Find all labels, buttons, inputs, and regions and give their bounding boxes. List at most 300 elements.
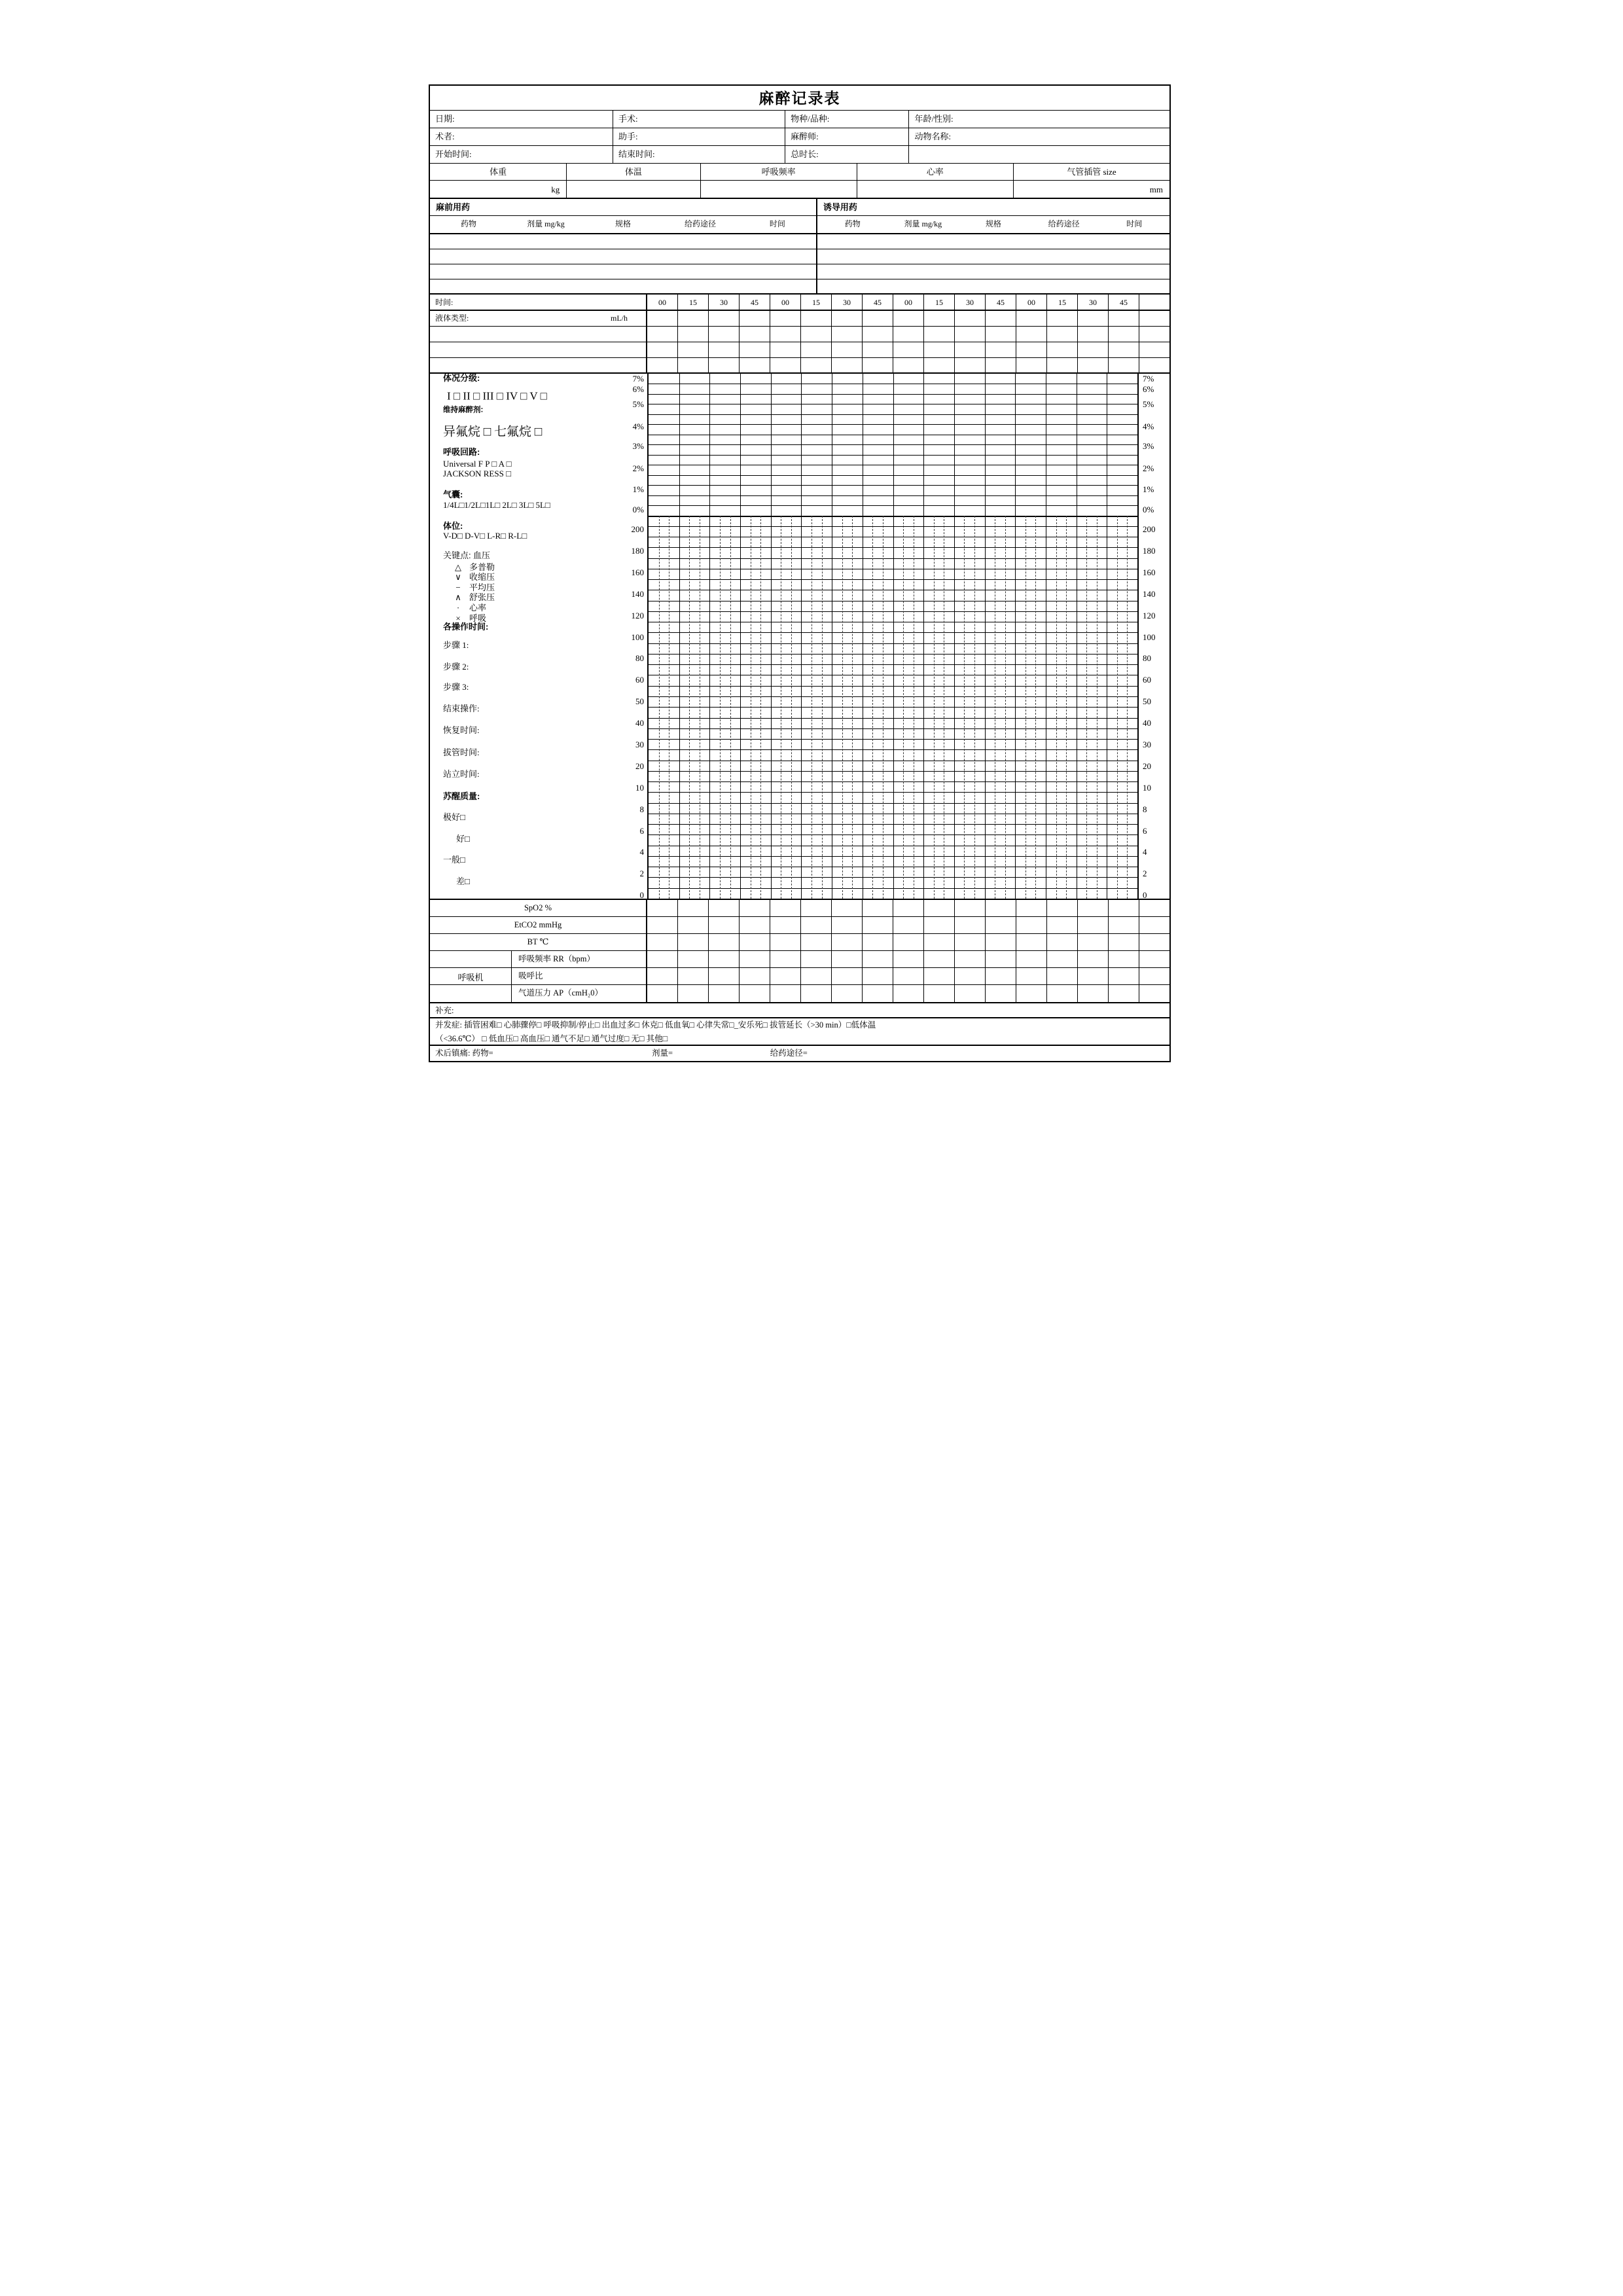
ventilator-group-label: 呼吸机 xyxy=(430,951,512,1002)
monitor-cell[interactable] xyxy=(1108,968,1139,984)
left-axis-pct-label: 1% xyxy=(632,484,644,495)
sidebar-item[interactable]: JACKSON RESS □ xyxy=(443,469,511,479)
sidebar-item: 体位: xyxy=(443,520,463,531)
monitor-cell[interactable] xyxy=(1016,951,1046,967)
sidebar-item: 维持麻醉剂: xyxy=(443,406,484,414)
chart-plot-grid[interactable] xyxy=(647,374,1139,899)
monitor-cell[interactable] xyxy=(800,968,831,984)
legend-symbol: · xyxy=(456,602,460,613)
right-axis-pct-label: 0% xyxy=(1143,504,1154,514)
entry-cell[interactable] xyxy=(831,342,862,357)
entry-cell[interactable] xyxy=(1108,327,1139,342)
monitor-cell[interactable] xyxy=(1139,968,1169,984)
entry-row-label-cell[interactable] xyxy=(430,327,647,342)
monitor-cell[interactable] xyxy=(893,900,923,916)
entry-cell[interactable] xyxy=(893,327,923,342)
monitor-cell[interactable] xyxy=(708,951,739,967)
monitor-row xyxy=(430,985,1169,1002)
info-field-1-0[interactable]: 术者: xyxy=(430,128,613,145)
monitor-cell[interactable] xyxy=(1108,900,1139,916)
entry-cell[interactable] xyxy=(1108,342,1139,357)
monitor-cell[interactable] xyxy=(893,968,923,984)
vitals-value-cell[interactable] xyxy=(567,181,700,198)
monitor-cell[interactable] xyxy=(1139,951,1169,967)
monitor-cell[interactable] xyxy=(985,985,1016,1002)
monitor-cell[interactable] xyxy=(862,951,893,967)
supplement-row[interactable] xyxy=(430,1003,1169,1018)
sidebar-item: 气囊: xyxy=(443,490,463,500)
chart-minor-dashed-line xyxy=(1056,516,1057,899)
entry-cell[interactable] xyxy=(739,358,770,372)
medication-titles xyxy=(430,199,1169,216)
chart-minor-dashed-line xyxy=(659,516,660,899)
monitor-cell[interactable] xyxy=(1016,934,1046,950)
sidebar-item[interactable]: 1/4L□1/2L□1L□ 2L□ 3L□ 5L□ xyxy=(443,499,550,510)
entry-cell[interactable] xyxy=(677,327,708,342)
entry-cell[interactable] xyxy=(1016,342,1046,357)
fluid-cell[interactable] xyxy=(862,311,893,326)
monitor-cell[interactable] xyxy=(1046,968,1077,984)
monitor-cell[interactable] xyxy=(1016,917,1046,933)
monitor-cell[interactable] xyxy=(647,951,677,967)
monitor-cell[interactable] xyxy=(985,951,1016,967)
entry-cell[interactable] xyxy=(923,327,954,342)
left-axis-pct-label: 3% xyxy=(632,441,644,452)
monitor-cell[interactable] xyxy=(708,900,739,916)
sidebar-item: 拔管时间: xyxy=(443,747,480,757)
right-axis-main-label: 180 xyxy=(1143,546,1156,556)
fluid-cell[interactable] xyxy=(1139,311,1169,326)
chart-minor-dashed-line xyxy=(1035,516,1036,899)
monitor-cell[interactable] xyxy=(677,985,708,1002)
fluid-label-cell xyxy=(430,311,647,326)
monitor-cell[interactable] xyxy=(923,917,954,933)
entry-cell[interactable] xyxy=(1077,327,1108,342)
vitals-value-cell[interactable]: mm xyxy=(1149,185,1164,194)
right-axis-main-label: 40 xyxy=(1143,718,1151,728)
monitor-cell[interactable] xyxy=(1046,951,1077,967)
entry-row-label-cell[interactable] xyxy=(430,342,647,357)
monitor-cell[interactable] xyxy=(1016,968,1046,984)
sidebar-item[interactable]: I □ II □ III □ IV □ V □ xyxy=(447,389,547,403)
monitor-cell[interactable] xyxy=(800,985,831,1002)
time-tick-cell: 15 xyxy=(800,295,831,310)
monitor-cell[interactable] xyxy=(831,951,862,967)
entry-cell[interactable] xyxy=(923,358,954,372)
entry-cell[interactable] xyxy=(862,342,893,357)
time-tick-cell: 15 xyxy=(677,295,708,310)
entry-cell[interactable] xyxy=(862,327,893,342)
med-entry-cell-right[interactable] xyxy=(817,279,1169,293)
monitor-cell[interactable] xyxy=(1139,934,1169,950)
medication-entry-rows xyxy=(430,234,1169,295)
entry-cell[interactable] xyxy=(739,342,770,357)
monitor-cell[interactable] xyxy=(800,934,831,950)
monitor-cell[interactable] xyxy=(862,917,893,933)
info-field-1-1[interactable]: 助手: xyxy=(613,128,785,145)
postop-dose-label: 剂量= xyxy=(652,1049,673,1058)
med-entry-row xyxy=(430,279,1169,295)
monitor-cell[interactable] xyxy=(647,917,677,933)
fluid-cell[interactable] xyxy=(1046,311,1077,326)
monitor-cell[interactable] xyxy=(862,985,893,1002)
right-axis-pct-label: 2% xyxy=(1143,463,1154,474)
sidebar-item[interactable]: 异氟烷 □ 七氟烷 □ xyxy=(443,425,543,439)
monitor-cell[interactable] xyxy=(739,934,770,950)
sidebar-item[interactable]: 极好□ xyxy=(443,812,465,822)
legend-label: 多普勒 xyxy=(469,562,495,572)
entry-cell[interactable] xyxy=(647,327,677,342)
monitor-cell[interactable] xyxy=(923,968,954,984)
med-entry-cell-right[interactable] xyxy=(817,249,1169,264)
monitor-cell[interactable] xyxy=(1046,900,1077,916)
entry-cell[interactable] xyxy=(893,358,923,372)
entry-cell[interactable] xyxy=(1016,327,1046,342)
monitor-cell[interactable] xyxy=(954,951,985,967)
monitor-cell[interactable] xyxy=(985,968,1016,984)
entry-row xyxy=(430,342,1169,358)
time-tick-cell: 15 xyxy=(923,295,954,310)
fluid-cell[interactable] xyxy=(800,311,831,326)
sidebar-item[interactable]: Universal F P □ A □ xyxy=(443,458,512,469)
chart-minor-dashed-line xyxy=(730,516,731,899)
entry-cell[interactable] xyxy=(862,358,893,372)
chart-column-line xyxy=(923,374,924,899)
vitals-value-cell[interactable]: kg xyxy=(430,181,567,198)
monitor-cell[interactable] xyxy=(985,917,1016,933)
chart-minor-dashed-line xyxy=(1086,516,1087,899)
postop-analgesia-row[interactable] xyxy=(430,1046,1169,1061)
monitor-cell[interactable] xyxy=(1139,985,1169,1002)
chart-column-line xyxy=(740,374,741,899)
entry-cell[interactable] xyxy=(893,342,923,357)
sidebar-item[interactable]: 一般□ xyxy=(443,855,465,865)
monitor-cell[interactable] xyxy=(1077,985,1108,1002)
monitor-cell[interactable] xyxy=(831,917,862,933)
monitor-cell[interactable] xyxy=(1139,900,1169,916)
entry-row-label-cell[interactable] xyxy=(430,358,647,372)
med-entry-cell-right[interactable] xyxy=(817,234,1169,249)
legend-symbol: − xyxy=(455,583,461,593)
sidebar-item: 步骤 3: xyxy=(443,681,469,692)
entry-cell[interactable] xyxy=(708,358,739,372)
monitor-cell[interactable] xyxy=(708,985,739,1002)
monitor-cell[interactable] xyxy=(647,900,677,916)
info-field-1-2[interactable]: 麻醉师: xyxy=(785,128,909,145)
chart-minor-dashed-line xyxy=(791,516,792,899)
monitor-cell[interactable] xyxy=(985,900,1016,916)
monitor-cell[interactable] xyxy=(831,968,862,984)
right-axis-main-label: 4 xyxy=(1143,847,1147,857)
monitor-cell[interactable] xyxy=(800,951,831,967)
fluid-cell[interactable] xyxy=(708,311,739,326)
entry-cell[interactable] xyxy=(1046,358,1077,372)
left-axis-main-label: 8 xyxy=(639,804,644,814)
monitor-cell[interactable] xyxy=(954,968,985,984)
entry-cell[interactable] xyxy=(1077,358,1108,372)
monitor-cell[interactable] xyxy=(985,934,1016,950)
monitor-cell[interactable] xyxy=(677,917,708,933)
monitor-cell[interactable] xyxy=(923,951,954,967)
fluid-cell[interactable] xyxy=(831,311,862,326)
monitor-cells xyxy=(647,917,1169,933)
vitals-value-cell[interactable] xyxy=(701,181,857,198)
monitor-cell[interactable] xyxy=(1139,917,1169,933)
anesthesia-chart xyxy=(430,374,1169,900)
monitor-cell[interactable] xyxy=(831,900,862,916)
legend-symbol: △ xyxy=(455,562,461,572)
form-title: 麻醉记录表 xyxy=(758,90,841,107)
med-entry-cell-left[interactable] xyxy=(430,264,817,279)
monitor-cell[interactable] xyxy=(647,968,677,984)
entry-cell[interactable] xyxy=(831,327,862,342)
monitor-cell[interactable] xyxy=(1077,968,1108,984)
entry-cell[interactable] xyxy=(800,342,831,357)
time-header-row xyxy=(430,295,1169,311)
monitor-sublabel: 气道压力 AP（cmH₂0） xyxy=(512,985,647,1002)
left-axis-pct-label: 2% xyxy=(632,463,644,474)
left-axis-main-label: 180 xyxy=(631,546,644,556)
monitor-cell[interactable] xyxy=(770,968,800,984)
entry-cell[interactable] xyxy=(739,327,770,342)
info-field-0-1[interactable]: 手术: xyxy=(613,111,785,128)
entry-cell[interactable] xyxy=(647,358,677,372)
entry-cell[interactable] xyxy=(1046,342,1077,357)
postop-drug-label: 术后镇痛: 药物= xyxy=(435,1049,493,1058)
monitor-cell[interactable] xyxy=(954,934,985,950)
chart-legend-item xyxy=(430,573,647,582)
monitor-cell[interactable] xyxy=(739,985,770,1002)
monitor-cell[interactable] xyxy=(647,934,677,950)
monitor-cell[interactable] xyxy=(862,934,893,950)
left-axis-main-label: 0 xyxy=(639,890,644,901)
entry-cell[interactable] xyxy=(923,342,954,357)
monitor-cells xyxy=(647,985,1169,1002)
monitor-cell[interactable] xyxy=(954,900,985,916)
sidebar-item[interactable]: 好□ xyxy=(456,834,470,844)
entry-cell[interactable] xyxy=(954,327,985,342)
entry-cell[interactable] xyxy=(1016,358,1046,372)
monitor-cell[interactable] xyxy=(739,917,770,933)
med-entry-row xyxy=(430,249,1169,264)
chart-column-line xyxy=(1015,374,1016,899)
fluid-row xyxy=(430,311,1169,327)
monitor-cell[interactable] xyxy=(1077,934,1108,950)
med-column-header: 时间 xyxy=(769,219,785,228)
monitor-cell[interactable] xyxy=(708,917,739,933)
entry-cell[interactable] xyxy=(770,327,800,342)
monitor-cell[interactable] xyxy=(770,951,800,967)
monitor-cells xyxy=(647,951,1169,967)
entry-cell[interactable] xyxy=(708,327,739,342)
monitor-cell[interactable] xyxy=(1108,951,1139,967)
sidebar-item[interactable]: V-D□ D-V□ L-R□ R-L□ xyxy=(443,530,527,541)
entry-cell[interactable] xyxy=(1046,327,1077,342)
left-axis-pct-label: 4% xyxy=(632,422,644,431)
entry-cell[interactable] xyxy=(954,358,985,372)
fluid-cell[interactable] xyxy=(923,311,954,326)
chart-minor-dashed-line xyxy=(760,516,761,899)
monitor-cell[interactable] xyxy=(1016,900,1046,916)
chart-minor-dashed-line xyxy=(964,516,965,899)
left-axis-main-label: 200 xyxy=(631,524,644,535)
right-axis-pct-label: 1% xyxy=(1143,484,1154,495)
monitor-cell[interactable] xyxy=(770,917,800,933)
entry-cell[interactable] xyxy=(954,342,985,357)
entry-cell[interactable] xyxy=(647,342,677,357)
monitor-cell[interactable] xyxy=(739,900,770,916)
monitor-cell[interactable] xyxy=(1046,985,1077,1002)
time-tick-cell xyxy=(1139,295,1169,310)
monitor-cell[interactable] xyxy=(862,968,893,984)
monitor-cell[interactable] xyxy=(954,917,985,933)
left-axis-main-label: 4 xyxy=(639,847,644,857)
fluid-cell[interactable] xyxy=(954,311,985,326)
fluid-cell[interactable] xyxy=(1077,311,1108,326)
monitor-cell[interactable] xyxy=(831,934,862,950)
entry-cell[interactable] xyxy=(677,358,708,372)
form-title-row xyxy=(430,86,1169,111)
info-field-2-0[interactable]: 开始时间: xyxy=(430,146,613,163)
monitor-cell[interactable] xyxy=(770,985,800,1002)
med-column-header: 时间 xyxy=(1126,219,1143,228)
monitor-cell[interactable] xyxy=(1077,917,1108,933)
vitals-header: 气管插管 size xyxy=(1067,167,1116,177)
entry-cell[interactable] xyxy=(677,342,708,357)
monitor-cell[interactable] xyxy=(1016,985,1046,1002)
entry-cell[interactable] xyxy=(770,342,800,357)
chart-minor-dashed-line xyxy=(1127,516,1128,899)
chart-legend-item xyxy=(430,603,647,613)
fluid-cell[interactable] xyxy=(677,311,708,326)
chart-minor-dashed-line xyxy=(852,516,853,899)
info-field-0-2[interactable]: 物种/品种: xyxy=(785,111,909,128)
entry-cell[interactable] xyxy=(770,358,800,372)
left-axis-main-label: 40 xyxy=(635,718,644,728)
info-field-0-3[interactable]: 年龄/性别: xyxy=(914,114,954,124)
monitor-cell[interactable] xyxy=(800,917,831,933)
info-field-1-3[interactable]: 动物名称: xyxy=(914,132,952,141)
entry-cell[interactable] xyxy=(985,342,1016,357)
monitor-cell[interactable] xyxy=(1108,985,1139,1002)
monitor-cell[interactable] xyxy=(923,934,954,950)
entry-cell[interactable] xyxy=(1139,358,1169,372)
monitor-cell[interactable] xyxy=(708,934,739,950)
time-tick-cell: 00 xyxy=(770,295,800,310)
monitor-cell[interactable] xyxy=(1077,900,1108,916)
monitor-cells xyxy=(647,900,1169,916)
fluid-cell[interactable] xyxy=(1108,311,1139,326)
legend-symbol: × xyxy=(455,613,461,623)
entry-row-cells xyxy=(647,358,1169,372)
supplement-label: 补充: xyxy=(435,1006,454,1015)
fluid-cell[interactable] xyxy=(647,311,677,326)
monitor-cell[interactable] xyxy=(831,985,862,1002)
entry-cell[interactable] xyxy=(1139,342,1169,357)
monitor-cell[interactable] xyxy=(1108,917,1139,933)
entry-cell[interactable] xyxy=(1139,327,1169,342)
monitor-cell[interactable] xyxy=(893,951,923,967)
monitor-cell[interactable] xyxy=(923,900,954,916)
monitor-cell[interactable] xyxy=(1077,951,1108,967)
monitor-cell[interactable] xyxy=(739,968,770,984)
info-field-2-1[interactable]: 结束时间: xyxy=(613,146,785,163)
time-tick-cell: 30 xyxy=(708,295,739,310)
right-axis-main-label: 6 xyxy=(1143,825,1147,836)
chart-minor-dashed-line xyxy=(1066,516,1067,899)
monitor-cell[interactable] xyxy=(1046,917,1077,933)
monitor-label: BT ℃ xyxy=(430,934,647,950)
med-entry-cell-right[interactable] xyxy=(817,264,1169,279)
monitor-cell[interactable] xyxy=(1046,934,1077,950)
vitals-section xyxy=(430,164,1169,199)
entry-cell[interactable] xyxy=(831,358,862,372)
chart-sidebar xyxy=(430,374,647,899)
sidebar-item: 结束操作: xyxy=(443,703,480,713)
chart-minor-dashed-line xyxy=(1117,516,1118,899)
monitor-cell[interactable] xyxy=(893,934,923,950)
monitor-cell[interactable] xyxy=(647,985,677,1002)
monitor-cell[interactable] xyxy=(677,934,708,950)
monitor-cell[interactable] xyxy=(954,985,985,1002)
med-entry-cell-left[interactable] xyxy=(430,249,817,264)
monitor-cell[interactable] xyxy=(770,934,800,950)
med-entry-cell-left[interactable] xyxy=(430,234,817,249)
vitals-value-cell[interactable] xyxy=(857,181,1014,198)
monitor-cell[interactable] xyxy=(893,985,923,1002)
chart-minor-dashed-line xyxy=(934,516,935,899)
monitor-cell[interactable] xyxy=(677,900,708,916)
monitor-cell[interactable] xyxy=(800,900,831,916)
info-field-0-0[interactable]: 日期: xyxy=(430,111,613,128)
monitor-cell[interactable] xyxy=(893,917,923,933)
info-field-2-2[interactable]: 总时长: xyxy=(785,146,909,163)
entry-cell[interactable] xyxy=(1077,342,1108,357)
med-column-header: 规格 xyxy=(985,219,1001,228)
fluid-cell[interactable] xyxy=(739,311,770,326)
monitor-cell[interactable] xyxy=(708,968,739,984)
time-tick-cell: 30 xyxy=(1077,295,1108,310)
monitor-cell[interactable] xyxy=(739,951,770,967)
monitor-row xyxy=(430,968,1169,985)
info-field-2-3[interactable] xyxy=(909,146,1169,163)
monitor-cell[interactable] xyxy=(923,985,954,1002)
entry-cell[interactable] xyxy=(985,358,1016,372)
complications-line1: 并发症: 插管困难□ 心肺骤停□ 呼吸抑制/停止□ 出血过多□ 休克□ 低血氧□ 心律失常□_安乐死□ 拔管延长（>30 min）□低体温 xyxy=(435,1020,876,1030)
sidebar-item[interactable]: 差□ xyxy=(456,876,470,887)
entry-cell[interactable] xyxy=(1108,358,1139,372)
entry-cell[interactable] xyxy=(800,358,831,372)
vitals-headers xyxy=(430,164,1169,181)
monitor-cell[interactable] xyxy=(677,951,708,967)
fluid-cell[interactable] xyxy=(1016,311,1046,326)
monitor-cell[interactable] xyxy=(770,900,800,916)
entry-cell[interactable] xyxy=(800,327,831,342)
monitor-cell[interactable] xyxy=(677,968,708,984)
med-column-header: 药物 xyxy=(460,219,476,228)
entry-cell[interactable] xyxy=(708,342,739,357)
monitor-cell[interactable] xyxy=(1108,934,1139,950)
fluid-cell[interactable] xyxy=(893,311,923,326)
time-label: 时间: xyxy=(430,295,647,310)
monitor-cell[interactable] xyxy=(862,900,893,916)
fluid-cell[interactable] xyxy=(770,311,800,326)
complications-row[interactable] xyxy=(430,1018,1169,1046)
entry-cell[interactable] xyxy=(985,327,1016,342)
left-axis-main-label: 80 xyxy=(635,653,644,664)
med-entry-cell-left[interactable] xyxy=(430,279,817,293)
fluid-cell[interactable] xyxy=(985,311,1016,326)
